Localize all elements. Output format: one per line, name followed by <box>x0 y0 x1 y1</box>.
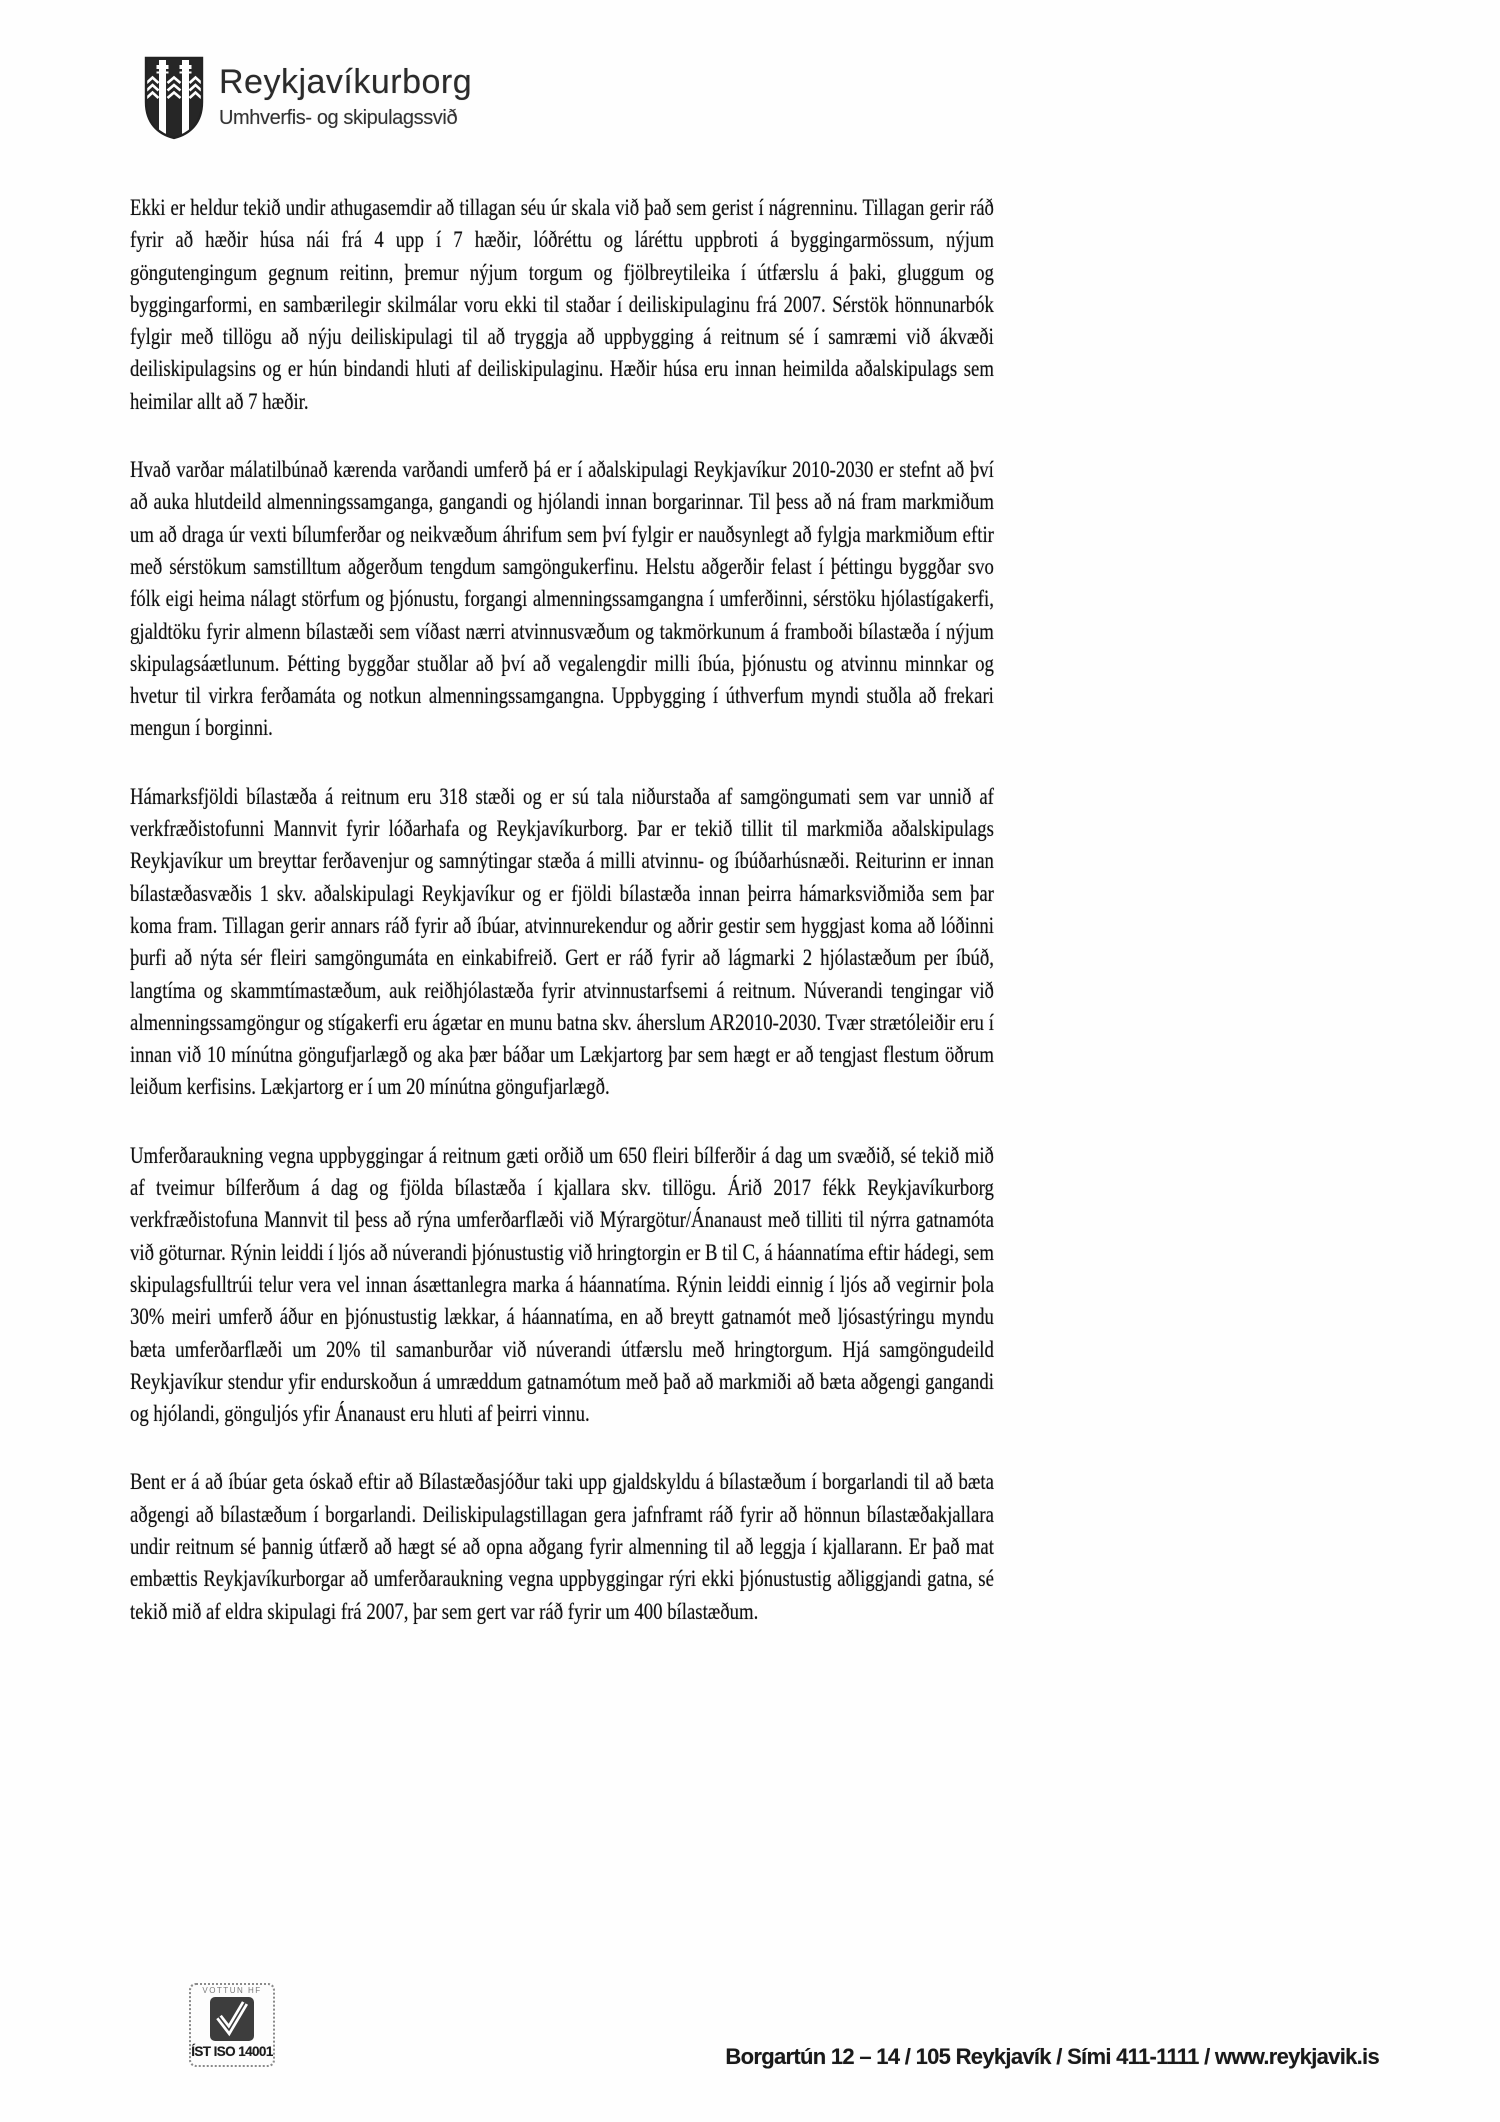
paragraph-4: Umferðaraukning vegna uppbyggingar á reitnum gæti orðið um 650 fleiri bílferðir á dag um svæðið, sé tekið mið af tveimur bílferðum á dag og fjölda bílastæða í kjallara skv. tillögu. Árið 2017 fékk Reykjavíkurborg verkfræðistofuna Mannvit til þess að rýna umferðarflæði við Mýrargötur/Ánanaust með tilliti til nýrra gatnamóta við göturnar. Rýnin leiddi í ljós að núverandi þjónustustig við hringtorgin er B til C, á háannatíma eftir hádegi, sem skipulagsfulltrúi telur vera vel innan ásættanlegra marka á háannatíma. Rýnin leiddi einnig í ljós að vegirnir þola 30% meiri umferð áður en þjónustustig lækkar, á háannatíma, en að breytt gatnamót með ljósastýringu myndu bæta umferðarflæði um 20% til samanburðar við núverandi útfærslu með hringtorgum. Hjá samgöngudeild Reykjavíkur stendur yfir endurskoðun á umræddum gatnamótum með það að markmiði að bæta aðgengi gangandi og hjólandi, gönguljós yfir Ánanaust eru hluti af þeirri vinnu. <box>130 1142 994 1427</box>
cert-issuer-label: VOTTUN HF <box>202 1986 262 1995</box>
checkmark-icon <box>191 1996 273 2042</box>
paragraph-2: Hvað varðar málatilbúnað kærenda varðandi umferð þá er í aðalskipulagi Reykjavíkur 2010-2030 er stefnt að því að auka hlutdeild almenningssamganga, gangandi og hjólandi innan borgarinnar. Til þess að ná fram markmiðum um að draga úr vexti bílumferðar og neikvæðum áhrifum sem því fylgir er nauðsynlegt að fylgja markmiðum eftir með sérstökum samstilltum aðgerðum tengdum samgöngukerfinu. Helstu aðgerðir felast í þéttingu byggðar svo fólk eigi heima nálagt störfum og þjónustu, forgangi almenningssamgangna í umferðinni, sérstöku hjólastígakerfi, gjaldtöku fyrir almenn bílastæði sem víðast nærri atvinnusvæðum og takmörkunum á framboði bílastæða í nýjum skipulagsáætlunum. Þétting byggðar stuðlar að því að vegalengdir milli íbúa, þjónustu og atvinnu minnkar og hvetur til virkra ferðamáta og notkun almenningssamgangna. Uppbygging í úthverfum myndi stuðla að frekari mengun í borginni. <box>130 457 994 741</box>
letterhead-text <box>219 56 472 130</box>
paragraph-1: Ekki er heldur tekið undir athugasemdir að tillagan séu úr skala við það sem gerist í nágrenninu. Tillagan gerir ráð fyrir að hæðir húsa nái frá 4 upp í 7 hæðir, lóðréttu og láréttu uppbroti á byggingarmössum, nýjum göngutengingum gegnum reitinn, þremur nýjum torgum og fjölbreytileika í útfærslu á þaki, gluggum og byggingarformi, en sambærilegir skilmálar voru ekki til staðar í deiliskipulaginu frá 2007. Sérstök hönnunarbók fylgir með tillögu að nýju deiliskipulagi til að tryggja að uppbygging á reitnum sé í samræmi við ákvæði deiliskipulagsins og er hún bindandi hluti af deiliskipulaginu. Hæðir húsa eru innan heimilda aðalskipulags sem heimilar allt að 7 hæðir. <box>130 195 994 414</box>
cert-standard-label: ÍST ISO 14001 <box>191 2044 273 2059</box>
footer-address: Borgartún 12 – 14 / 105 Reykjavík / Sími 411-1111 / www.reykjavik.is <box>725 2044 1379 2069</box>
organization-name: Reykjavíkurborg <box>219 63 473 101</box>
paragraph-5: Bent er á að íbúar geta óskað eftir að Bílastæðasjóður taki upp gjaldskyldu á bílastæðum í borgarlandi til að bæta aðgengi að bílastæðum í borgarlandi. Deiliskipulagstillagan gera jafnframt ráð fyrir að hönnun bílastæðakjallara undir reitnum sé þannig útfærð að hægt sé að opna aðgang fyrir almenning til að leggja í kjallarann. Er það mat embættis Reykjavíkurborgar að umferðaraukning vegna uppbyggingar rýri ekki þjónustustig aðliggjandi gatna, sé tekið mið af eldra skipulagi frá 2007, þar sem gert var ráð fyrir um 400 bílastæðum. <box>130 1469 994 1624</box>
department-name: Umhverfis- og skipulagssvið <box>219 107 458 130</box>
letterhead <box>143 56 472 140</box>
iso-certification-badge <box>189 1983 275 2067</box>
reykjavik-coat-of-arms-icon <box>143 56 205 140</box>
paragraph-3: Hámarksfjöldi bílastæða á reitnum eru 318 stæði og er sú tala niðurstaða af samgöngumati sem var unnið af verkfræðistofunni Mannvit fyrir lóðarhafa og Reykjavíkurborg. Þar er tekið tillit til markmiða aðalskipulags Reykjavíkur um breyttar ferðavenjur og samnýtingar stæða á milli atvinnu- og íbúðarhúsnæði. Reiturinn er innan bílastæðasvæðis 1 skv. aðalskipulagi Reykjavíkur og er fjöldi bílastæða innan þeirra hámarksviðmiða sem þar koma fram. Tillagan gerir annars ráð fyrir að íbúar, atvinnurekendur og aðrir gestir sem hyggjast koma að lóðinni þurfi að nýta sér fleiri samgöngumáta en einkabifreið. Gert er ráð fyrir að lágmarki 2 hjólastæðum per íbúð, langtíma og skammtímastæðum, auk reiðhjólastæða fyrir atvinnustarfsemi á reitnum. Núverandi tengingar við almenningssamgöngur og stígakerfi eru ágætar en munu batna skv. áherslum AR2010-2030. Tvær strætóleiðir eru í innan við 10 mínútna göngufjarlægð og aka þær báðar um Lækjartorg þar sem hægt er að tengjast flestum öðrum leiðum kerfisins. Lækjartorg er í um 20 mínútna göngufjarlægð. <box>130 783 994 1100</box>
letter-body <box>130 192 994 1664</box>
